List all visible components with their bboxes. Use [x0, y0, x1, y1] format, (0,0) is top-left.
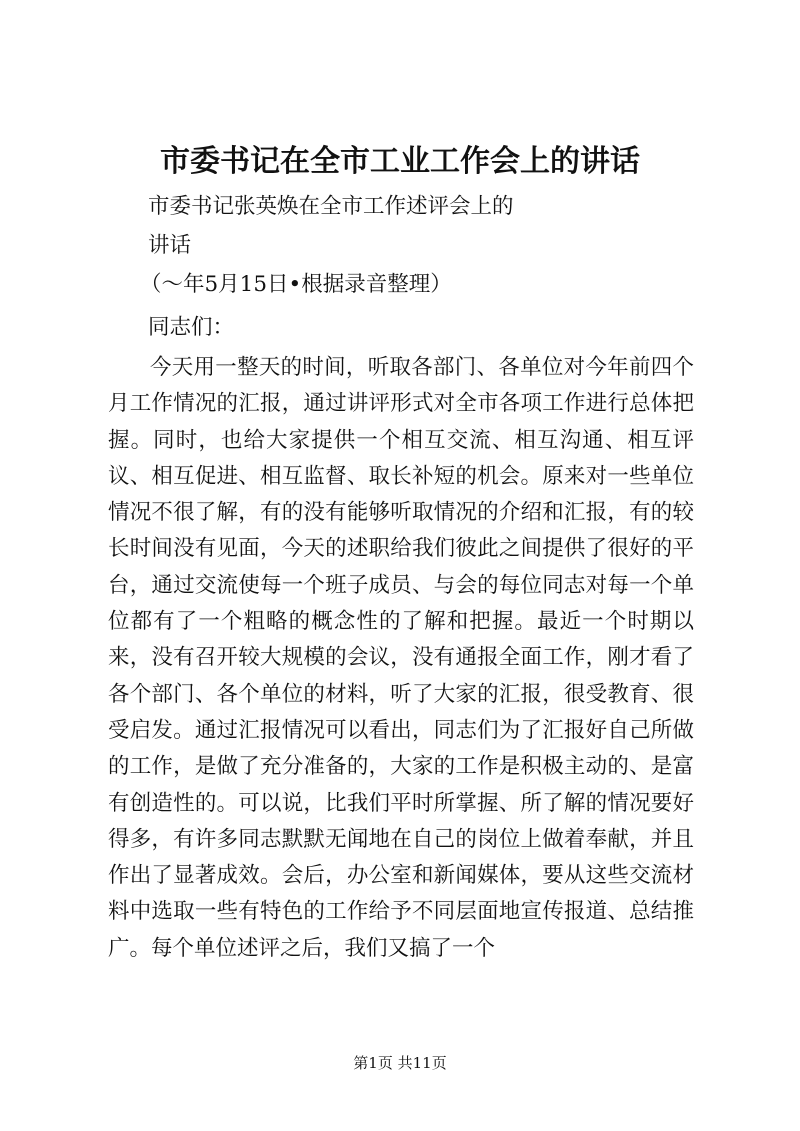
document-title: 市委书记在全市工业工作会上的讲话 — [160, 144, 640, 179]
date-note: （～年5月15日•根据录音整理） — [140, 272, 452, 297]
body-paragraph: 今天用一整天的时间，听取各部门、各单位对今年前四个月工作情况的汇报，通过讲评形式对全市各项工作进行总体把握。同时，也给大家提供一个相互交流、相互沟通、相互评议、相互促进、相互监督、取长补短的机会。原来对一些单位情况不很了解，有的没有能够听取情况的介绍和汇报，有的较长时间没有见面，今天的述职给我们彼此之间提供了很好的平台，通过交流使每一个班子成员、与会的每位同志对每一个单位都有了一个粗略的概念性的了解和把握。最近一个时期以来，没有召开较大规模的会议，没有通报全面工作，刚才看了各个部门、各个单位的材料，听了大家的汇报，很受教育、很受启发。通过汇报情况可以看出，同志们为了汇报好自己所做的工作，是做了充分准备的，大家的工作是积极主动的、是富有创造性的。可以说，比我们平时所掌握、所了解的情况要好得多，有许多同志默默无闻地在自己的岗位上做着奉献，并且作出了显著成效。会后，办公室和新闻媒体，要从这些交流材料中选取一些有特色的工作给予不同层面地宣传报道、总结推广。每个单位述评之后，我们又搞了一个 — [108, 355, 694, 961]
subtitle-line-1: 市委书记张英焕在全市工作述评会上的 — [148, 194, 514, 219]
subtitle-line-2: 讲话 — [148, 233, 192, 258]
salutation: 同志们： — [148, 315, 235, 340]
page-footer: 第1页 共11页 — [353, 1054, 447, 1072]
